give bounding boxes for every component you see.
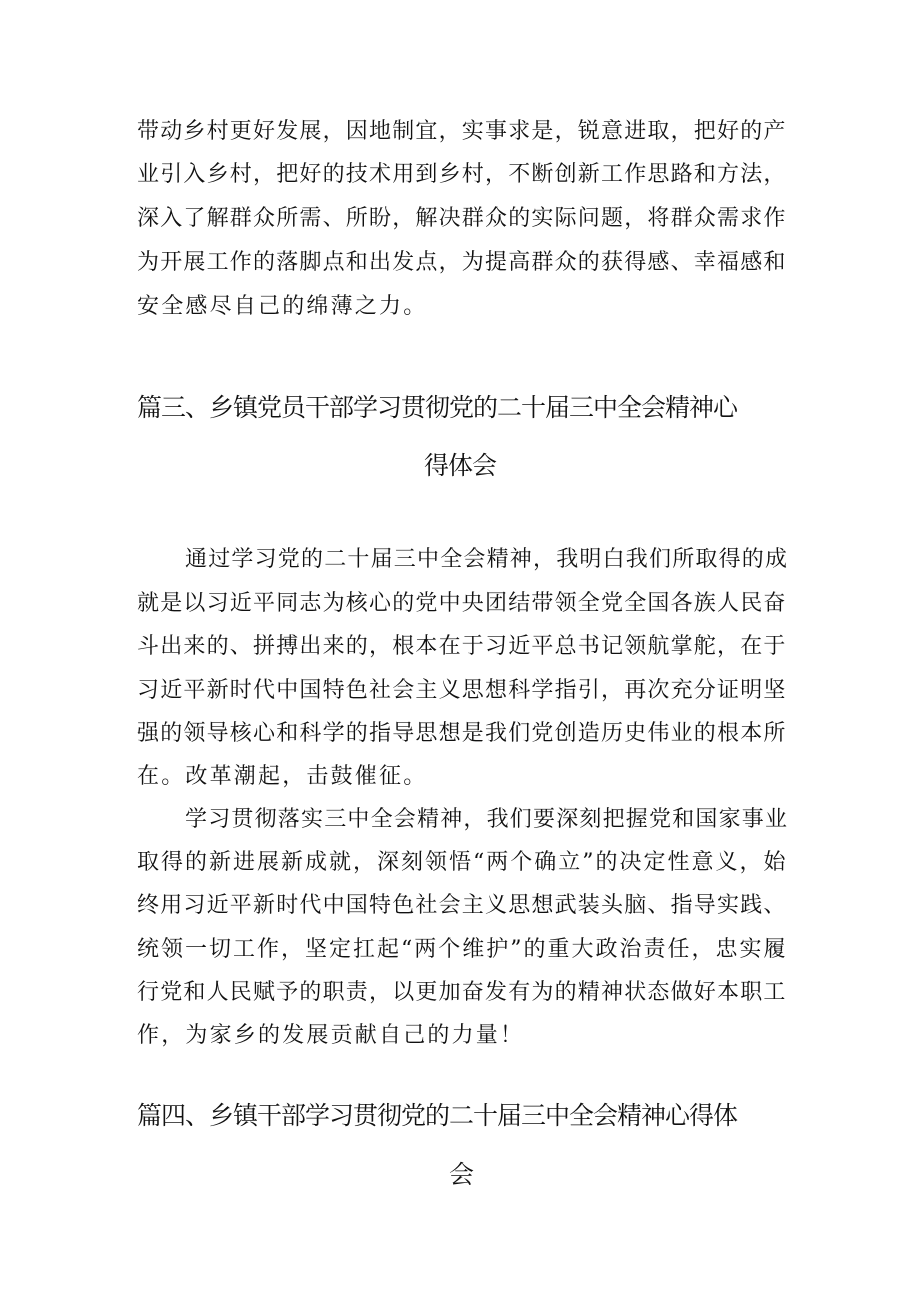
paragraph-line: 带动乡村更好发展，因地制宜，实事求是，锐意进取，把好的产 bbox=[137, 119, 787, 144]
section-title-line: 篇三、乡镇党员干部学习贯彻党的二十届三中全会精神心 bbox=[137, 393, 738, 422]
paragraph-line: 业引入乡村，把好的技术用到乡村，不断创新工作思路和方法， bbox=[137, 162, 787, 187]
paragraph-line: 深入了解群众所需、所盼，解决群众的实际问题，将群众需求作 bbox=[137, 206, 787, 231]
paragraph-line: 通过学习党的二十届三中全会精神，我明白我们所取得的成 bbox=[185, 547, 789, 572]
paragraph-line: 强的领导核心和科学的指导思想是我们党创造历史伟业的根本所 bbox=[137, 721, 787, 746]
section-title-line: 篇四、乡镇干部学习贯彻党的二十届三中全会精神心得体 bbox=[137, 1101, 738, 1130]
paragraph-line: 终用习近平新时代中国特色社会主义思想武装头脑、指导实践、 bbox=[137, 893, 787, 918]
paragraph-line: 在。改革潮起，击鼓催征。 bbox=[137, 764, 428, 789]
paragraph-line: 作，为家乡的发展贡献自己的力量！ bbox=[137, 1023, 525, 1048]
paragraph-line: 习近平新时代中国特色社会主义思想科学指引，再次充分证明坚 bbox=[137, 678, 787, 703]
paragraph-line: 斗出来的、拼搏出来的，根本在于习近平总书记领航掌舵，在于 bbox=[137, 634, 787, 659]
paragraph-line: 统领一切工作，坚定扛起“两个维护”的重大政治责任，忠实履 bbox=[137, 937, 788, 962]
section-title-line: 会 bbox=[449, 1160, 474, 1189]
paragraph-line: 行党和人民赋予的职责，以更加奋发有为的精神状态做好本职工 bbox=[137, 980, 787, 1005]
paragraph-line: 学习贯彻落实三中全会精神，我们要深刻把握党和国家事业 bbox=[185, 807, 789, 832]
paragraph-line: 为开展工作的落脚点和出发点，为提高群众的获得感、幸福感和 bbox=[137, 250, 787, 275]
section-title-line: 得体会 bbox=[424, 451, 497, 480]
paragraph-line: 安全感尽自己的绵薄之力。 bbox=[137, 294, 428, 319]
paragraph-line: 就是以习近平同志为核心的党中央团结带领全党全国各族人民奋 bbox=[137, 591, 787, 616]
paragraph-line: 取得的新进展新成就，深刻领悟“两个确立”的决定性意义，始 bbox=[137, 850, 788, 875]
